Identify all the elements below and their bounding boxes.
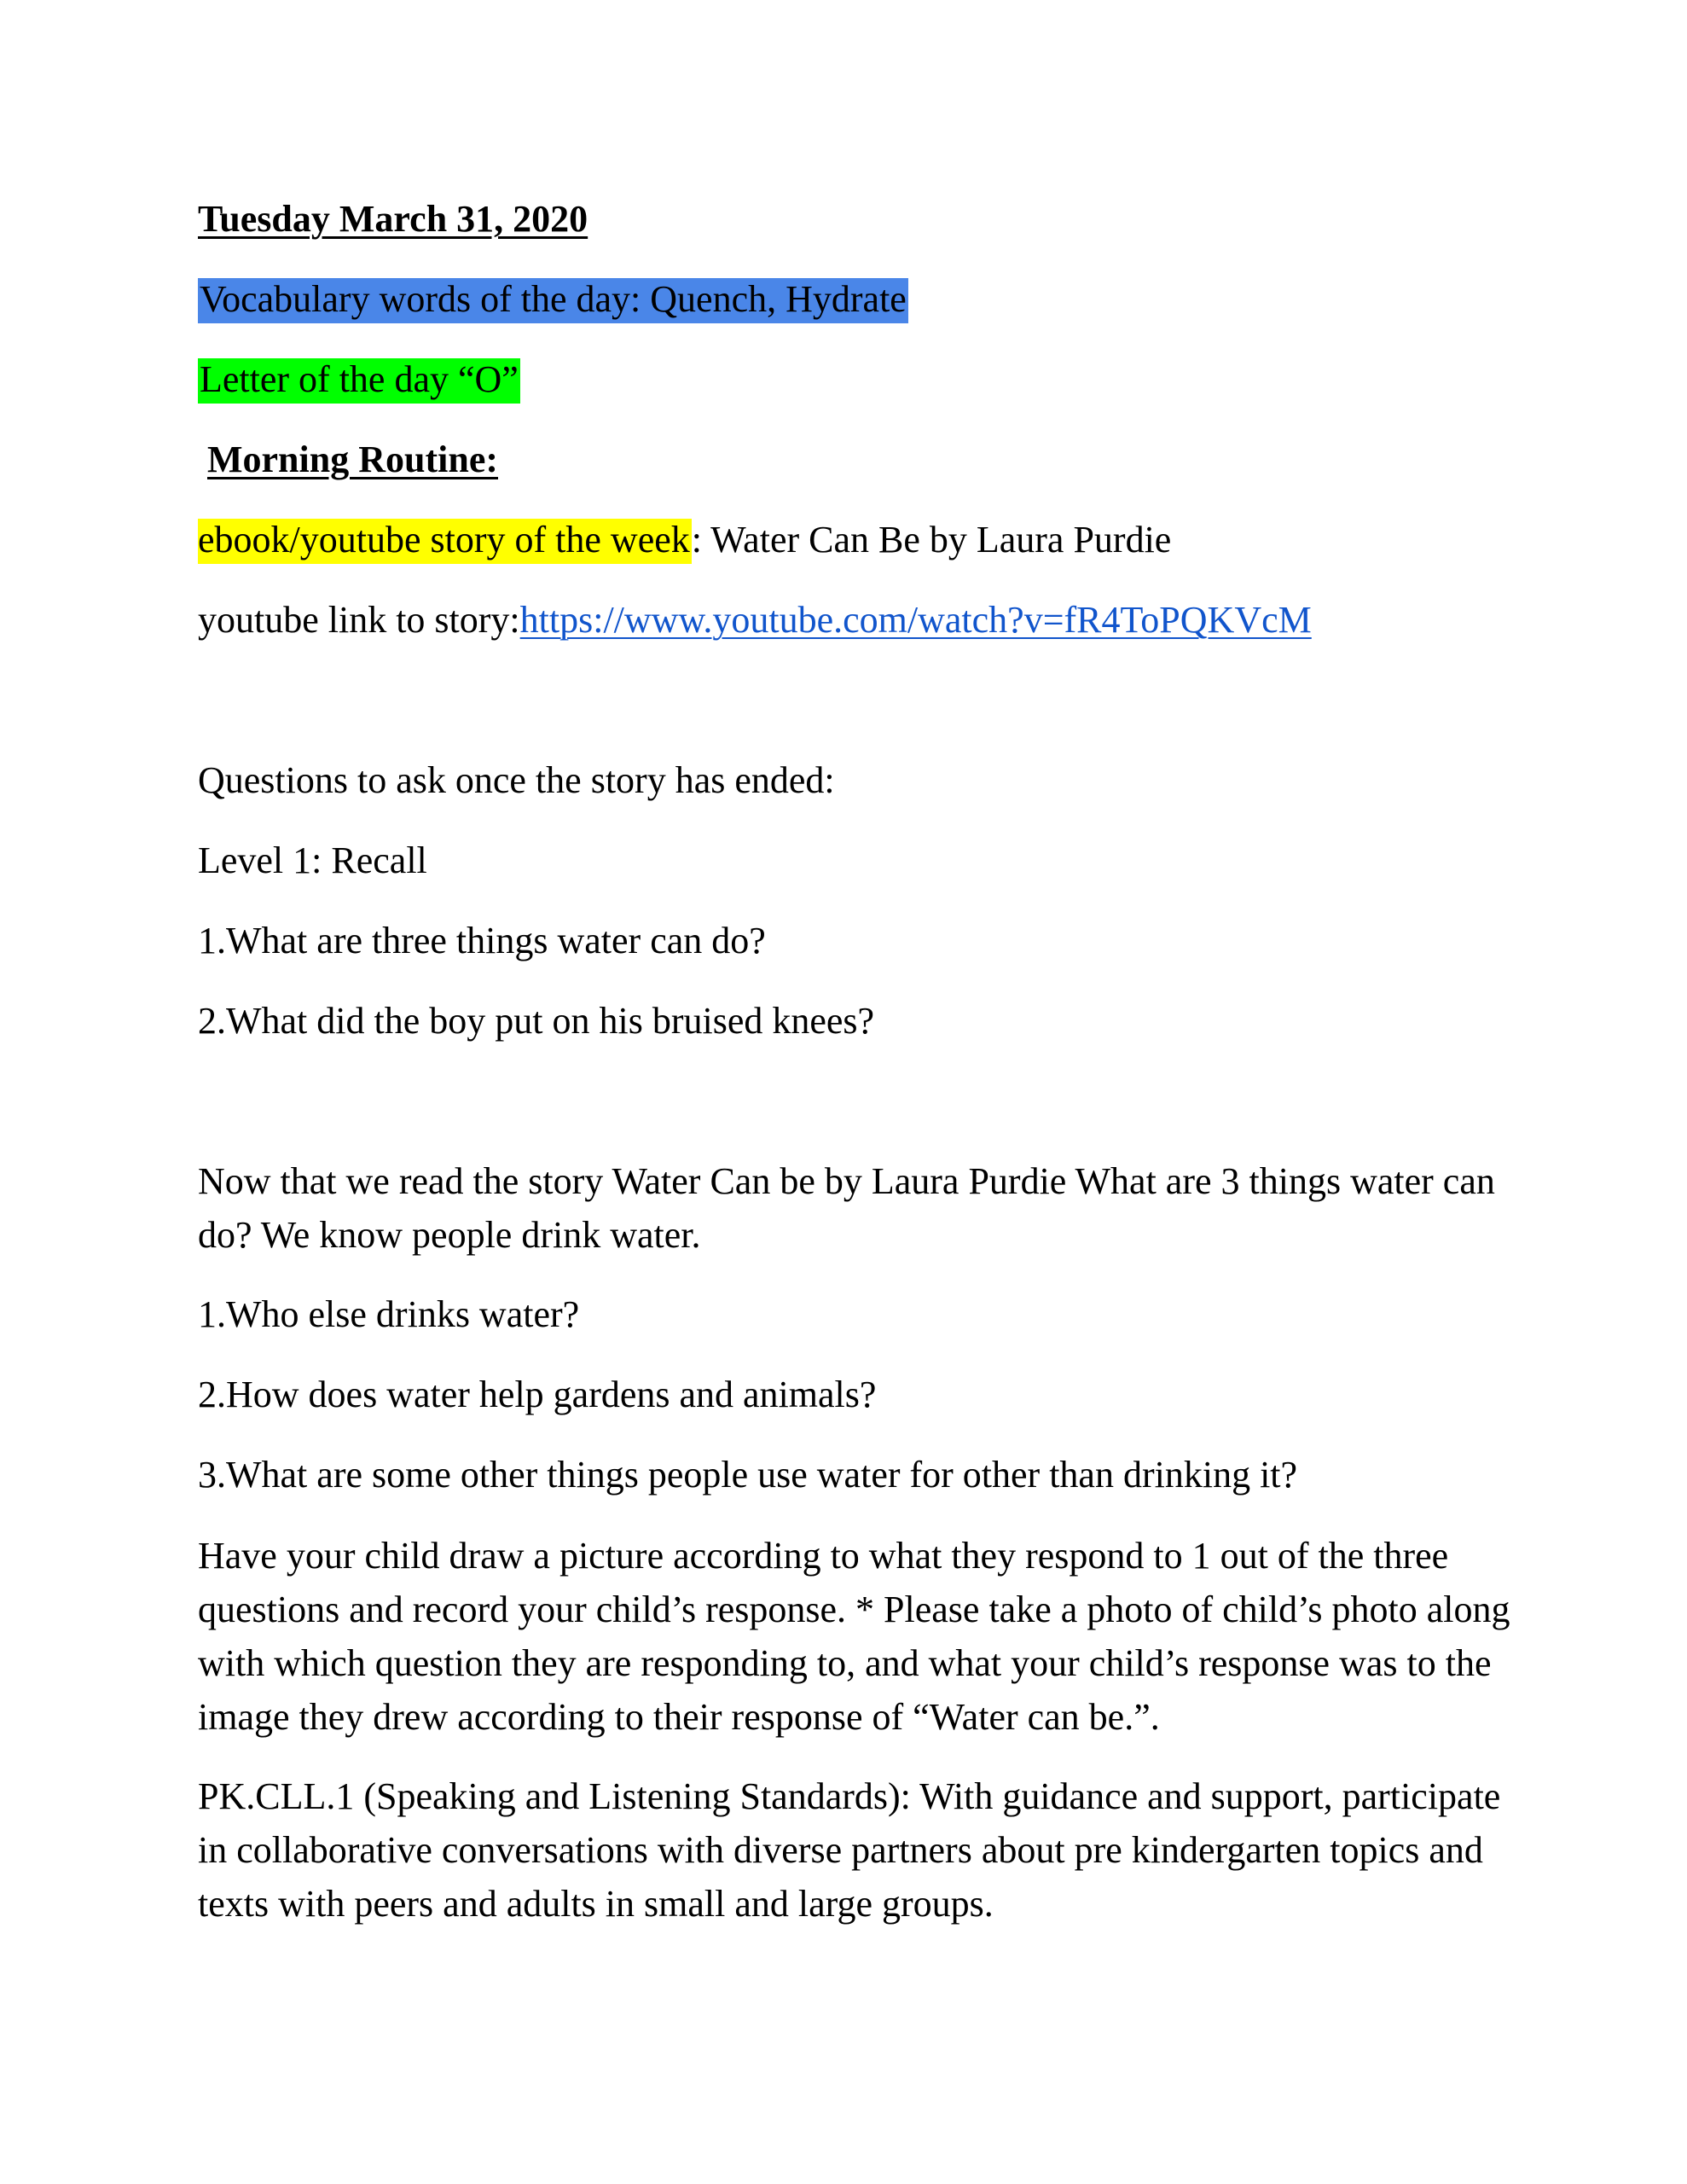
discussion-question-2: 2.How does water help gardens and animals?	[198, 1374, 877, 1415]
youtube-line	[198, 594, 1312, 647]
standard-paragraph: PK.CLL.1 (Speaking and Listening Standards): With guidance and support, participate in collaborative conversations with diverse partners about pre kindergarten topics and texts with peers and adults in small and large groups.	[198, 1775, 1501, 1925]
level1-heading: Level 1: Recall	[198, 839, 427, 881]
story-label-highlight: ebook/youtube story of the week	[198, 519, 692, 564]
youtube-label: youtube link to story:	[198, 599, 520, 641]
discussion-question-3: 3.What are some other things people use water for other than drinking it?	[198, 1454, 1298, 1496]
letter-highlight: Letter of the day “O”	[198, 358, 520, 404]
discussion-question-1: 1.Who else drinks water?	[198, 1293, 580, 1335]
discussion-intro: Now that we read the story Water Can be by Laura Purdie What are 3 things water can do? We know people drink water.	[198, 1160, 1495, 1256]
level1-question-1: 1.What are three things water can do?	[198, 920, 766, 961]
vocabulary-line	[198, 273, 908, 326]
level1-question-2: 2.What did the boy put on his bruised knees?	[198, 1000, 875, 1042]
questions-intro: Questions to ask once the story has ended:	[198, 759, 835, 801]
youtube-link[interactable]: https://www.youtube.com/watch?v=fR4ToPQKVcM	[519, 599, 1312, 641]
vocabulary-highlight: Vocabulary words of the day: Quench, Hydrate	[198, 278, 908, 323]
story-title: : Water Can Be by Laura Purdie	[691, 519, 1172, 561]
morning-routine-heading	[198, 433, 498, 486]
letter-line	[198, 353, 520, 406]
date-heading: Tuesday March 31, 2020	[198, 198, 588, 240]
morning-routine-label: Morning Routine:	[207, 439, 498, 480]
activity-paragraph: Have your child draw a picture according to what they respond to 1 out of the three questions and record your child’s response. * Please take a photo of child’s photo along with which question they are responding to, and what your child’s response was to the image they drew according to their response of “Water can be.”.	[198, 1535, 1510, 1738]
story-line	[198, 514, 1171, 566]
